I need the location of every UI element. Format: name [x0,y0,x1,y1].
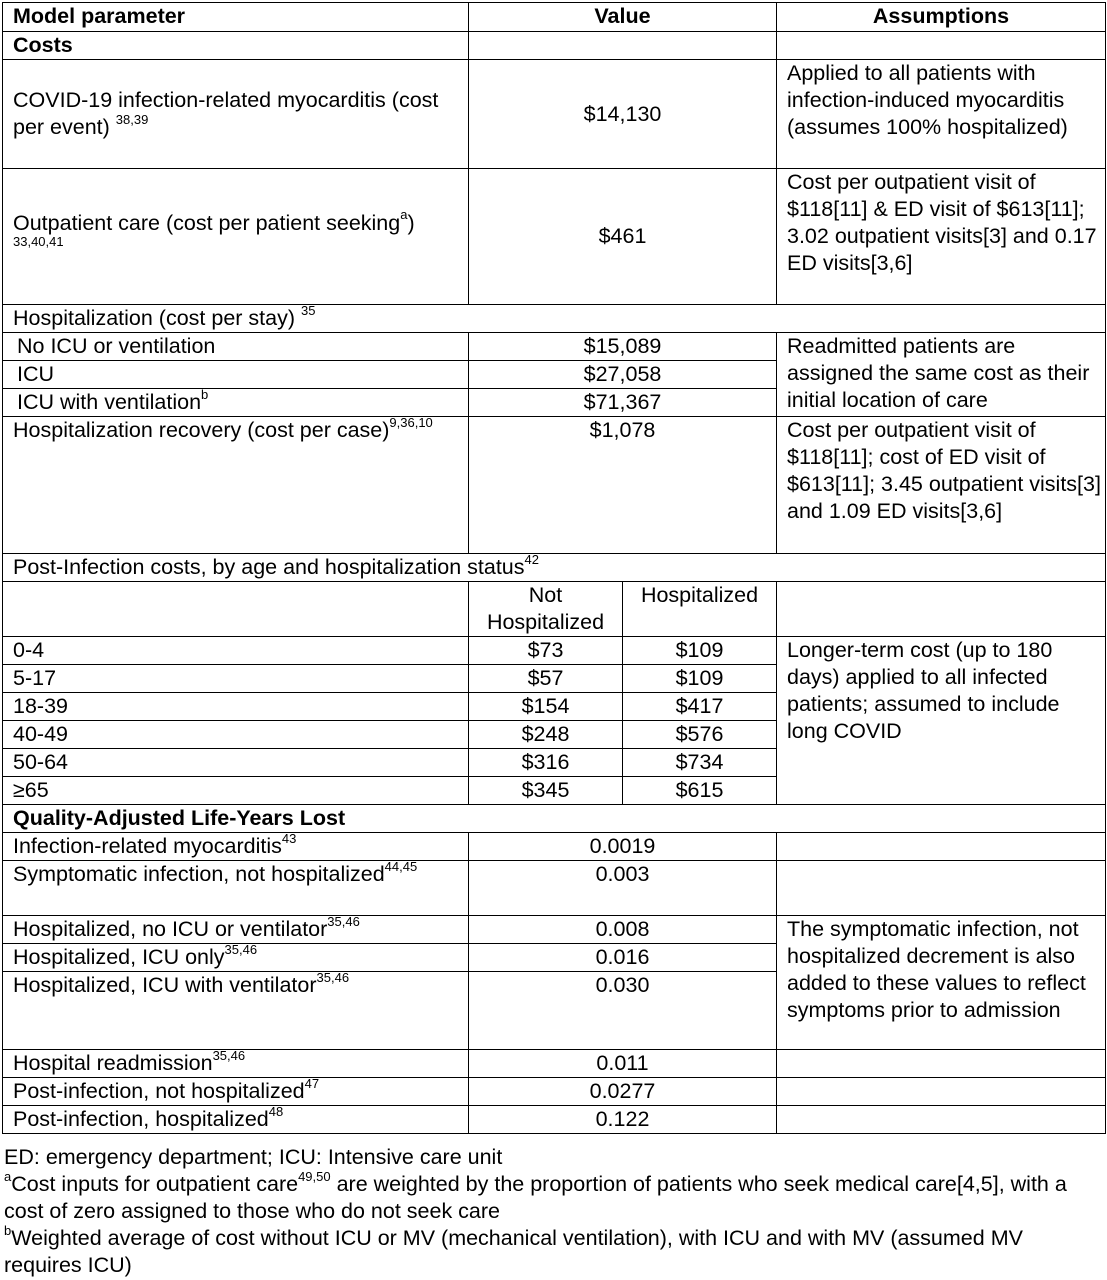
subheader-not-hospitalized: Not Hospitalized [469,582,623,637]
param-assumption: The symptomatic infection, not hospitalized decrement is also added to these values to reflect symptoms prior to admission [777,916,1106,1050]
age-group: 18-39 [3,693,469,721]
cost-not-hospitalized: $57 [469,665,623,693]
cost-not-hospitalized: $248 [469,721,623,749]
param-value: $27,058 [469,361,777,389]
table-row [3,169,1106,305]
param-label: COVID-19 infection-related myocarditis (cost per event) $^{38,39}$ [3,60,469,169]
param-label: Hospitalized, ICU with ventilator$^{35,46}$ [3,972,469,1050]
param-label: Symptomatic infection, not hospitalized$^{44,45}$ [3,861,469,916]
section-row-costs [3,32,1106,60]
param-assumption: Applied to all patients with infection-induced myocarditis (assumes 100% hospitalized) [777,60,1106,169]
param-value: $461 [469,169,777,305]
table-row [3,582,1106,637]
cost-hospitalized: $109 [623,665,777,693]
param-value: 0.011 [469,1050,777,1078]
param-value: 0.008 [469,916,777,944]
table-row [3,1078,1106,1106]
param-label: Post-Infection costs, by age and hospitalization status$^{42}$ [3,554,1106,582]
cost-not-hospitalized: $154 [469,693,623,721]
cost-hospitalized: $417 [623,693,777,721]
param-label: Hospitalization (cost per stay) $^{35}$ [3,305,1106,333]
table-row [3,861,1106,916]
param-value: 0.0277 [469,1078,777,1106]
table-row [3,833,1106,861]
table-header-row [3,3,1106,32]
table-row [3,60,1106,169]
age-group: 0-4 [3,637,469,665]
param-value: $71,367 [469,389,777,417]
param-label: Hospital readmission$^{35,46}$ [3,1050,469,1078]
param-value: $1,078 [469,417,777,554]
footnote-a: $^a$Cost inputs for outpatient care$^{49,50}$ are weighted by the proportion of patients who seek medical care[4,5], with a cost of zero assigned to those who do not seek care [4,1168,1067,1223]
param-label: Post-infection, not hospitalized$^{47}$ [3,1078,469,1106]
cost-not-hospitalized: $316 [469,749,623,777]
table-row [3,554,1106,582]
table-row [3,1050,1106,1078]
age-group: ≥65 [3,777,469,805]
age-group: 40-49 [3,721,469,749]
table-row [3,916,1106,944]
age-group: 50-64 [3,749,469,777]
param-value: 0.122 [469,1106,777,1134]
section-row-qaly [3,805,1106,833]
param-label: ICU with ventilation$^b$ [3,389,469,417]
param-label: ICU [3,361,469,389]
cost-not-hospitalized: $345 [469,777,623,805]
subheader-hospitalized: Hospitalized [623,582,777,637]
header-value: Value [469,3,777,32]
section-title-qaly: Quality-Adjusted Life-Years Lost [3,805,1106,833]
param-label: Post-infection, hospitalized$^{48}$ [3,1106,469,1134]
model-parameters-table [2,2,1106,1134]
param-label: Hospitalization recovery (cost per case)$^{9,36,10}$ [3,417,469,554]
cost-not-hospitalized: $73 [469,637,623,665]
param-assumption: Longer-term cost (up to 180 days) applied to all infected patients; assumed to include long COVID [777,637,1106,805]
param-label: No ICU or ventilation [3,333,469,361]
header-assumptions: Assumptions [777,3,1106,32]
param-value: 0.003 [469,861,777,916]
param-assumption: Readmitted patients are assigned the same cost as their initial location of care [777,333,1106,417]
param-value: 0.0019 [469,833,777,861]
table-row [3,305,1106,333]
cost-hospitalized: $576 [623,721,777,749]
footnotes [4,1144,1104,1279]
header-parameter: Model parameter [3,3,469,32]
param-value: 0.016 [469,944,777,972]
param-value: 0.030 [469,972,777,1050]
table-row [3,333,1106,361]
param-label: Outpatient care (cost per patient seeking$^a$) $^{33,40,41}$ [3,169,469,305]
table-row [3,417,1106,554]
age-group: 5-17 [3,665,469,693]
section-title-costs: Costs [3,32,469,60]
footnote-abbreviations: ED: emergency department; ICU: Intensive care unit [4,1145,503,1169]
param-label: Hospitalized, ICU only$^{35,46}$ [3,944,469,972]
cost-hospitalized: $109 [623,637,777,665]
param-label: Infection-related myocarditis$^{43}$ [3,833,469,861]
param-label: Hospitalized, no ICU or ventilator$^{35,46}$ [3,916,469,944]
param-value: $14,130 [469,60,777,169]
footnote-b: $^b$Weighted average of cost without ICU or MV (mechanical ventilation), with ICU and with MV (assumed MV requires ICU) [4,1222,1023,1277]
cost-hospitalized: $734 [623,749,777,777]
param-assumption: Cost per outpatient visit of $118[11] & ED visit of $613[11]; 3.02 outpatient visits[3] and 0.17 ED visits[3,6] [777,169,1106,305]
cost-hospitalized: $615 [623,777,777,805]
param-value: $15,089 [469,333,777,361]
table-row [3,637,1106,665]
table-row [3,1106,1106,1134]
param-assumption: Cost per outpatient visit of $118[11]; cost of ED visit of $613[11]; 3.45 outpatient visits[3] and 1.09 ED visits[3,6] [777,417,1106,554]
